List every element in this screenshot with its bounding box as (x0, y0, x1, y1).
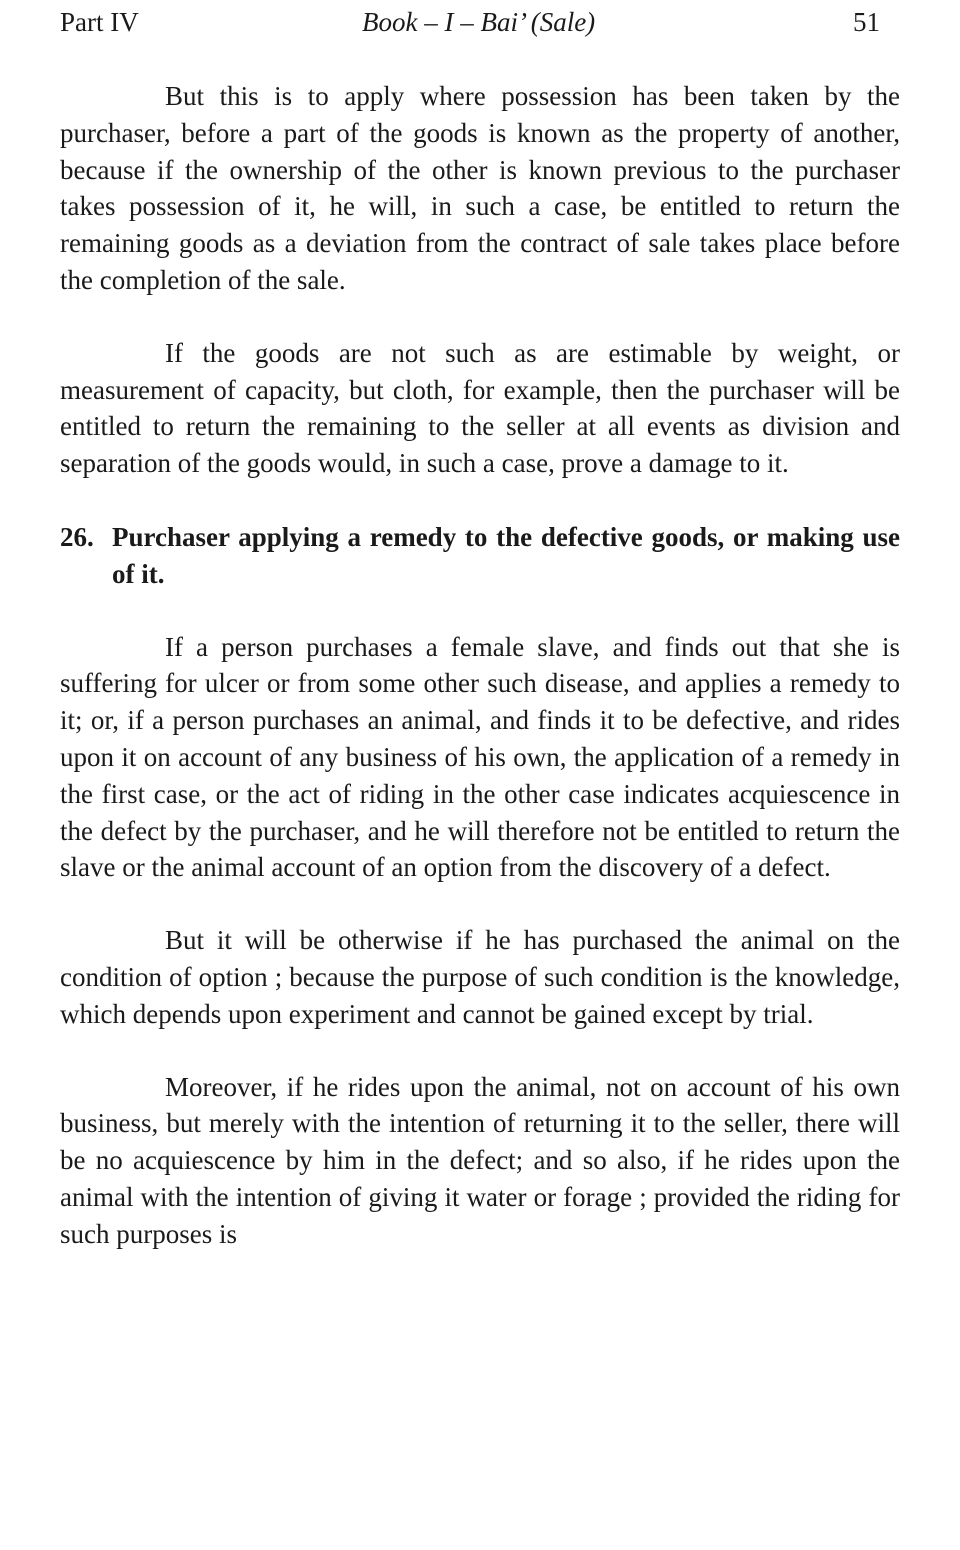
paragraph-cloth-example: If the goods are not such as are estimable by weight, or measurement of capacity, but cloth, for example, then the purchaser will be entitled to return the remaining to the seller at all events as division and separation of the goods would, in such a case, prove a damage to it. (60, 337, 900, 479)
page-number: 51 (853, 7, 880, 37)
section-title: Purchaser applying a remedy to the defective goods, or making use of it. (112, 521, 900, 589)
paragraph-option-condition: But it will be otherwise if he has purchased the animal on the condition of option ; because the purpose of such condition is the knowledge, which depends upon experiment and cannot be gained except by trial. (60, 925, 900, 1029)
running-header (60, 2, 900, 42)
body-text (60, 78, 900, 1253)
book-title: Book – I – Bai’ (Sale) (362, 7, 596, 37)
book-page (60, 0, 900, 1253)
section-number: 26. (60, 521, 94, 552)
part-label: Part IV (60, 7, 139, 37)
section-heading (60, 519, 900, 593)
paragraph-possession-rule: But this is to apply where possession has been taken by the purchaser, before a part of the goods is known as the property of another, because if the ownership of the other is known previous to the purchaser takes possession of it, he will, in such a case, be entitled to return the remaining goods as a deviation from the contract of sale takes place before the completion of the sale. (60, 81, 900, 295)
paragraph-riding-intention: Moreover, if he rides upon the animal, not on account of his own business, but merely with the intention of returning it to the seller, there will be no acquiescence by him in the defect; and so also, if he rides upon the animal with the intention of giving it water or forage ; provided the riding for such purposes is (60, 1071, 900, 1249)
paragraph-slave-animal-defect: If a person purchases a female slave, and finds out that she is suffering for ulcer or from some other such disease, and applies a remedy to it; or, if a person purchases an animal, and finds it to be defective, and rides upon it on account of any business of his own, the application of a remedy in the first case, or the act of riding in the other case indicates acquiescence in the defect by the purchaser, and he will therefore not be entitled to return the slave or the animal account of an option from the discovery of a defect. (60, 631, 900, 883)
